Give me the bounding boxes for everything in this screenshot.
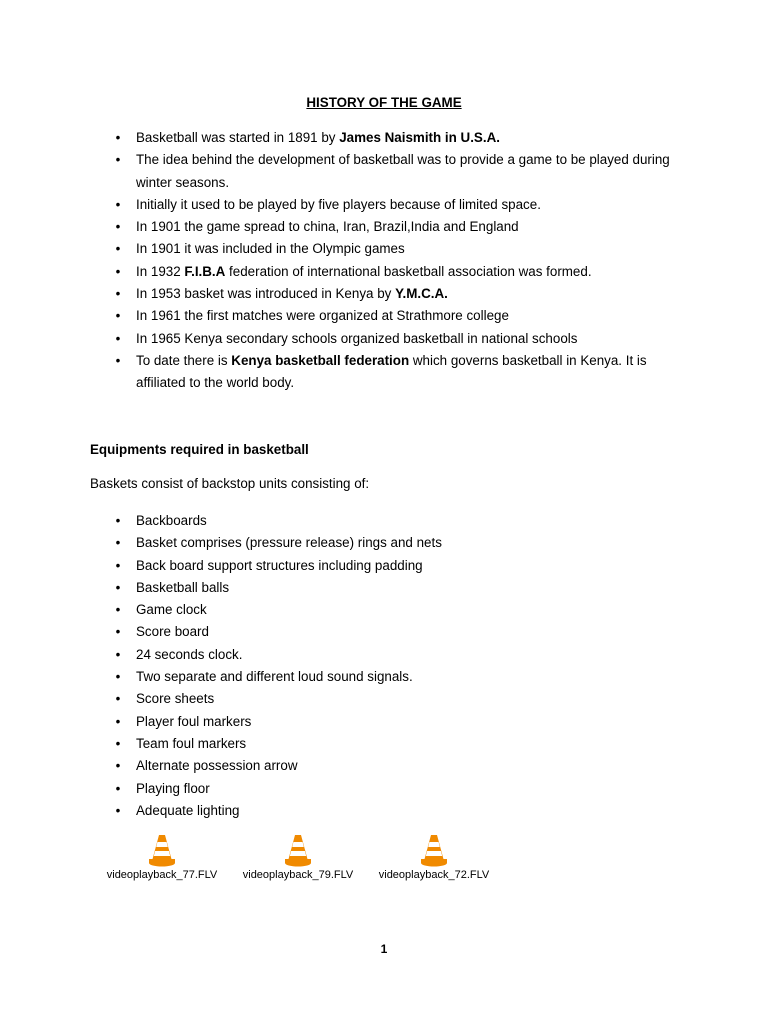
list-text: In 1932 — [136, 263, 185, 279]
bold-text: James Naismith in U.S.A. — [339, 130, 500, 145]
list-text: Alternate possession arrow — [136, 758, 298, 774]
equipment-list-item — [112, 733, 672, 755]
list-text: which governs basketball in Kenya. It is affiliated to the world body. — [136, 352, 647, 391]
bullet-glyph: • — [115, 802, 121, 818]
video-attachment[interactable] — [238, 833, 358, 881]
equipment-list — [112, 510, 672, 822]
list-text: Back board support structures including padding — [136, 557, 423, 573]
vlc-cone-icon — [283, 833, 313, 867]
equipment-list-item — [112, 711, 672, 733]
history-list-item — [112, 305, 672, 327]
vlc-cone-icon — [147, 833, 177, 867]
bullet-glyph: • — [115, 152, 121, 168]
history-list — [112, 127, 672, 395]
attachments-row — [102, 833, 702, 893]
equipment-list-item — [112, 644, 672, 666]
bullet-glyph: • — [115, 624, 121, 640]
bold-text: Y.M.C.A. — [395, 286, 448, 302]
list-text: To date there is — [136, 352, 232, 368]
list-text: In 1901 the game spread to china, Iran, Brazil,India and England — [136, 219, 519, 235]
equipment-intro: Baskets consist of backstop units consisting of: — [90, 476, 370, 491]
history-list-item — [112, 261, 672, 283]
list-text: Backboards — [136, 513, 207, 528]
list-text: Adequate lighting — [136, 802, 240, 818]
list-text: Score board — [136, 624, 209, 640]
bullet-glyph: • — [115, 669, 121, 685]
vlc-cone-icon — [419, 833, 449, 867]
video-attachment[interactable] — [102, 833, 222, 881]
list-text: federation of international basketball association was formed. — [225, 263, 592, 279]
history-list-item — [112, 194, 672, 216]
bullet-glyph: • — [115, 735, 121, 751]
history-list-item — [112, 283, 672, 305]
list-text: In 1901 it was included in the Olympic games — [136, 241, 405, 257]
list-text: Team foul markers — [136, 735, 247, 751]
list-text: In 1953 basket was introduced in Kenya by — [136, 286, 396, 302]
history-list-item — [112, 328, 672, 350]
bullet-glyph: • — [115, 286, 121, 302]
list-text: In 1965 Kenya secondary schools organized basketball in national schools — [136, 330, 578, 346]
equipment-list-item — [112, 800, 672, 822]
list-text: Player foul markers — [136, 713, 252, 729]
equipment-list-item — [112, 621, 672, 643]
bullet-glyph: • — [115, 263, 121, 279]
list-text: Score sheets — [136, 691, 215, 707]
bullet-glyph: • — [115, 579, 121, 595]
bold-text: F.I.B.A — [184, 263, 226, 279]
equipment-list-item — [112, 688, 672, 710]
equipment-list-item — [112, 599, 672, 621]
equipment-list-item — [112, 577, 672, 599]
bullet-glyph: • — [115, 330, 121, 346]
list-text: In 1961 the first matches were organized at Strathmore college — [136, 308, 509, 324]
list-text: Basketball balls — [136, 579, 230, 595]
history-list-item — [112, 127, 672, 149]
history-list-item — [112, 149, 672, 194]
bullet-glyph: • — [115, 758, 121, 774]
bullet-glyph: • — [115, 219, 121, 235]
bullet-glyph: • — [115, 513, 121, 528]
list-text: 24 seconds clock. — [136, 646, 243, 662]
list-text: The idea behind the development of basketball was to provide a game to be played during winter seasons. — [136, 152, 670, 190]
list-text: Playing floor — [136, 780, 210, 796]
bullet-glyph: • — [115, 535, 121, 551]
attachment-filename: videoplayback_79.FLV — [242, 869, 354, 881]
bullet-glyph: • — [115, 196, 121, 212]
bullet-glyph: • — [115, 691, 121, 707]
list-text: Two separate and different loud sound signals. — [136, 669, 413, 685]
equipment-list-item — [112, 666, 672, 688]
bullet-glyph: • — [115, 557, 121, 573]
bullet-glyph: • — [115, 713, 121, 729]
equipment-list-item — [112, 755, 672, 777]
video-attachment[interactable] — [374, 833, 494, 881]
bullet-glyph: • — [115, 130, 121, 145]
bullet-glyph: • — [115, 241, 121, 257]
equipment-list-item — [112, 510, 672, 532]
page-title: HISTORY OF THE GAME — [306, 95, 462, 110]
equipment-heading: Equipments required in basketball — [90, 442, 309, 457]
list-text: Game clock — [136, 602, 207, 618]
bullet-glyph: • — [115, 352, 121, 368]
equipment-list-item — [112, 555, 672, 577]
attachment-filename: videoplayback_72.FLV — [378, 869, 490, 881]
list-text: Basketball was started in 1891 by — [136, 130, 340, 145]
page-number: 1 — [380, 942, 388, 956]
bullet-glyph: • — [115, 780, 121, 796]
bullet-glyph: • — [115, 602, 121, 618]
equipment-list-item — [112, 778, 672, 800]
list-text: Basket comprises (pressure release) rings and nets — [136, 535, 442, 551]
history-list-item — [112, 216, 672, 238]
bullet-glyph: • — [115, 646, 121, 662]
attachment-filename: videoplayback_77.FLV — [106, 869, 218, 881]
bold-text: Kenya basketball federation — [231, 352, 410, 368]
bullet-glyph: • — [115, 308, 121, 324]
history-list-item — [112, 350, 672, 395]
history-list-item — [112, 238, 672, 260]
list-text: Initially it used to be played by five players because of limited space. — [136, 196, 541, 212]
equipment-list-item — [112, 532, 672, 554]
